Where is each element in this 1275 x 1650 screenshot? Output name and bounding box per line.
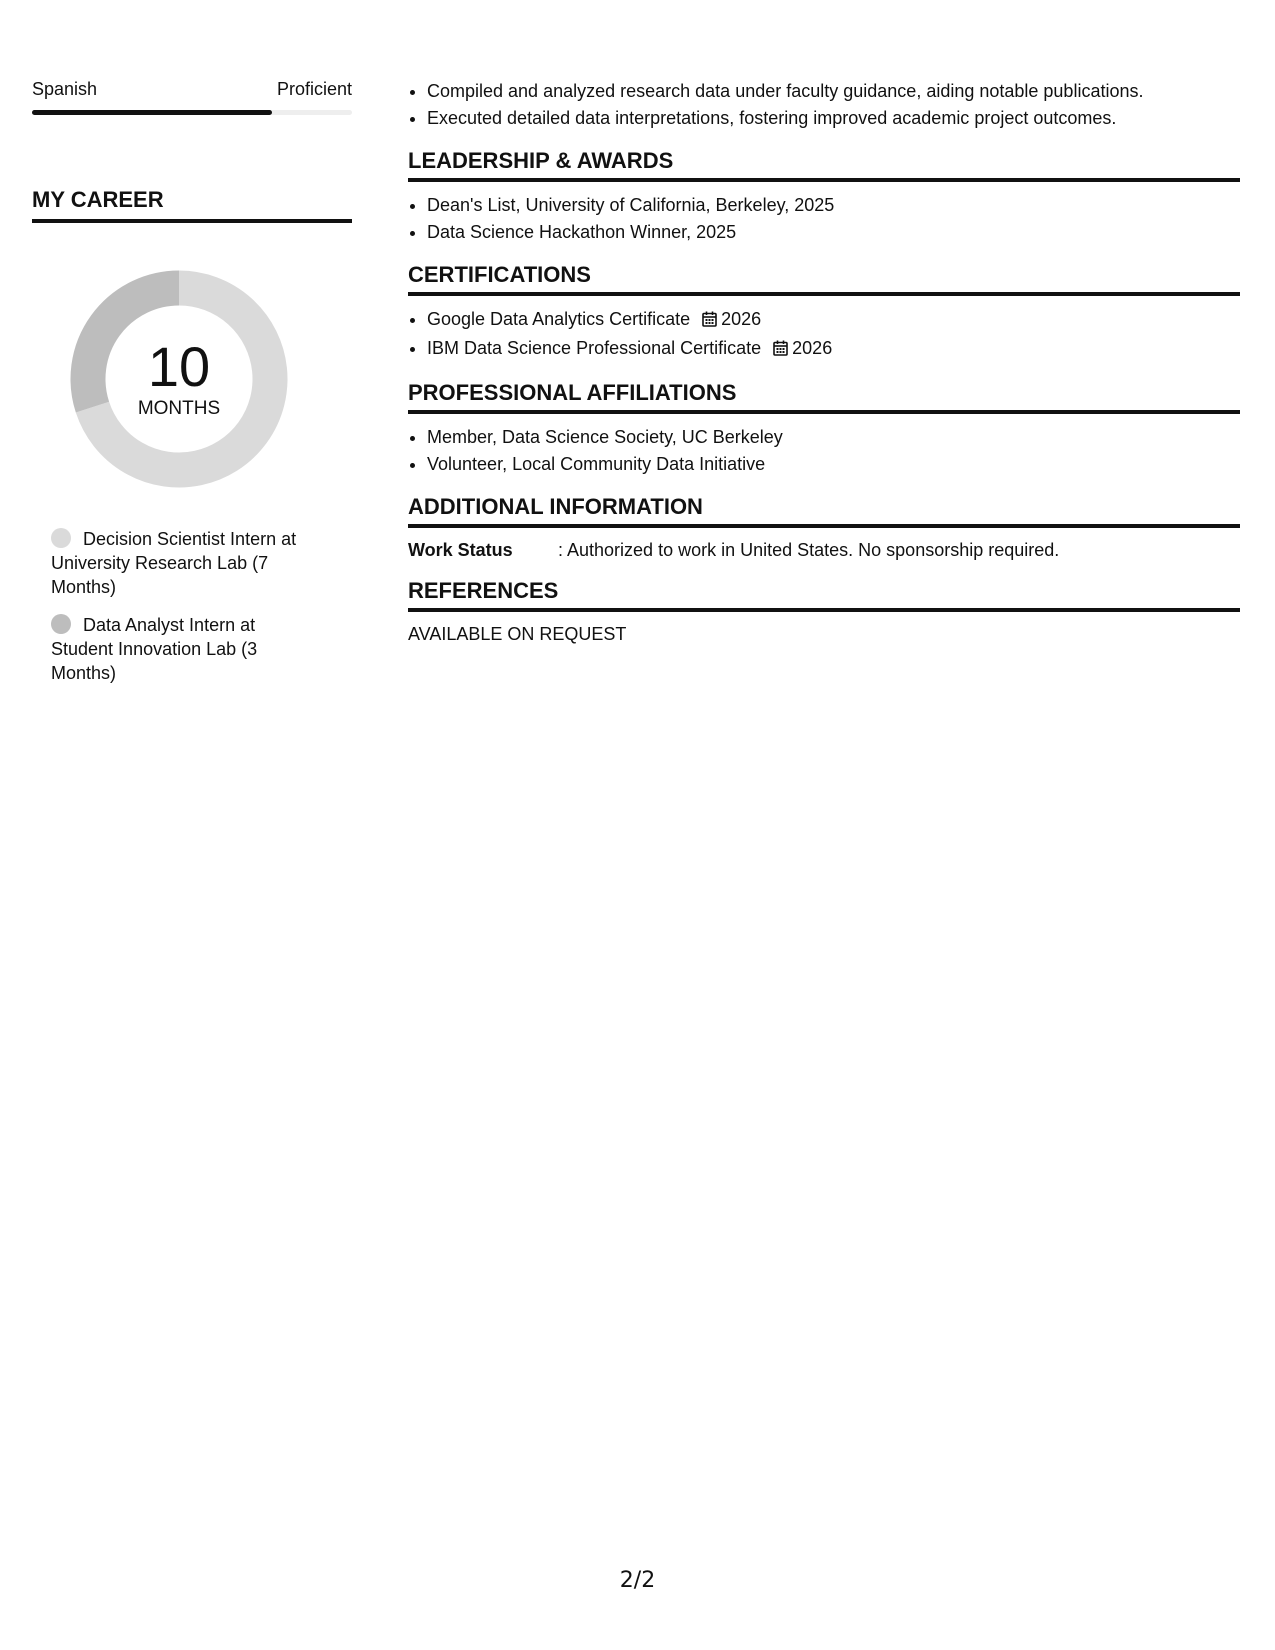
work-status-row	[408, 538, 1240, 562]
legend-dot-icon	[51, 528, 71, 548]
career-total-value: 10	[147, 335, 211, 398]
career-donut-chart	[67, 267, 291, 491]
career-total-unit: MONTHS	[137, 398, 221, 419]
career-legend-item	[51, 527, 321, 599]
right-column	[408, 78, 1240, 646]
affiliations-heading: PROFESSIONAL AFFILIATIONS	[408, 380, 1240, 414]
language-proficiency-fill	[32, 110, 272, 115]
career-legend-label: Data Analyst Intern at Student Innovation Lab (3 Months)	[51, 615, 258, 683]
experience-bullet: • Compiled and analyzed research data under faculty guidance, aiding notable publications.	[427, 78, 1240, 105]
certifications-list	[408, 306, 1240, 364]
career-legend	[32, 527, 321, 685]
left-column	[32, 78, 352, 699]
career-legend-item	[51, 613, 321, 685]
experience-bullet: • Executed detailed data interpretations, fostering improved academic project outcomes.	[427, 105, 1240, 132]
experience-bullet-list	[408, 78, 1240, 132]
language-level: Proficient	[276, 79, 352, 99]
certifications-heading: CERTIFICATIONS	[408, 262, 1240, 296]
certification-item	[427, 335, 1240, 364]
career-legend-label: Decision Scientist Intern at University Research Lab (7 Months)	[51, 529, 297, 597]
references-text: AVAILABLE ON REQUEST	[408, 624, 627, 644]
calendar-icon	[773, 337, 788, 364]
leadership-heading: LEADERSHIP & AWARDS	[408, 148, 1240, 182]
certification-year: 2026	[792, 338, 833, 358]
donut-center	[67, 267, 291, 491]
legend-dot-icon	[51, 614, 71, 634]
page-number: 2/2	[619, 1568, 656, 1593]
work-status-value: : Authorized to work in United States. No sponsorship required.	[558, 540, 1060, 560]
certification-name: Google Data Analytics Certificate	[427, 309, 691, 329]
language-name: Spanish	[32, 79, 98, 99]
certification-name: IBM Data Science Professional Certificate	[427, 338, 762, 358]
language-row	[32, 78, 352, 100]
references-heading: REFERENCES	[408, 578, 1240, 612]
leadership-list	[408, 192, 1240, 246]
affiliations-list	[408, 424, 1240, 478]
affiliation-item: • Member, Data Science Society, UC Berkeley	[427, 424, 1240, 451]
work-status-label: Work Status	[408, 540, 513, 560]
leadership-item: • Data Science Hackathon Winner, 2025	[427, 219, 1240, 246]
certification-year: 2026	[721, 309, 762, 329]
additional-info-heading: ADDITIONAL INFORMATION	[408, 494, 1240, 528]
calendar-icon	[702, 308, 717, 335]
affiliation-item: • Volunteer, Local Community Data Initiative	[427, 451, 1240, 478]
language-proficiency-bar	[32, 110, 352, 115]
career-heading: MY CAREER	[32, 187, 352, 223]
certification-item	[427, 306, 1240, 335]
leadership-item: • Dean's List, University of California, Berkeley, 2025	[427, 192, 1240, 219]
